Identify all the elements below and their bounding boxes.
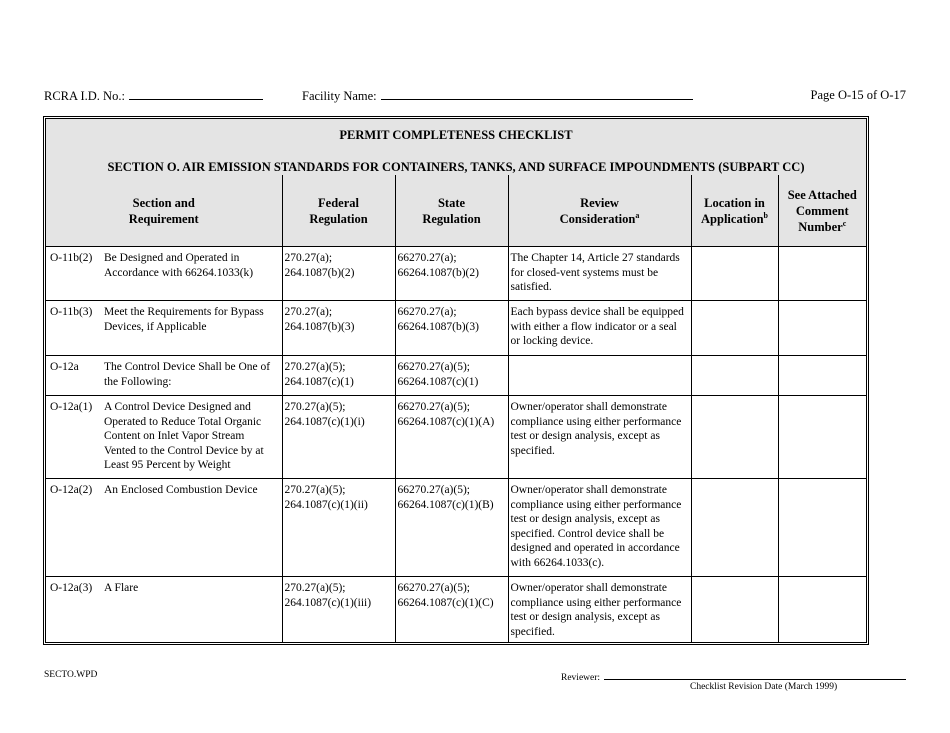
- state-reg-line1: 66270.27(a);: [397, 252, 457, 264]
- comment-cell[interactable]: [778, 301, 866, 356]
- review-header-line1: Review: [580, 195, 619, 210]
- comment-header-line2: Comment: [795, 203, 849, 218]
- federal-reg-line1: 270.27(a)(5);: [284, 484, 346, 496]
- table-row: [46, 479, 866, 577]
- requirement-text: An Enclosed Combustion Device: [104, 484, 258, 496]
- location-cell[interactable]: [691, 577, 778, 643]
- page-title: PERMIT COMPLETENESS CHECKLIST: [339, 128, 573, 142]
- requirement-id: O-12a(1): [50, 401, 93, 413]
- state-header-line2: Regulation: [422, 211, 481, 226]
- state-reg-line2: 66264.1087(c)(1)(A): [397, 415, 495, 428]
- column-header-location: [691, 175, 778, 247]
- revision-date: Checklist Revision Date (March 1999): [690, 682, 838, 692]
- federal-cell: [282, 356, 395, 396]
- federal-cell: [282, 577, 395, 643]
- federal-reg-line1: 270.27(a);: [284, 252, 333, 264]
- state-cell: [395, 396, 508, 479]
- review-cell: Owner/operator shall demonstrate compliance using either performance test or design analysis, except as specified.: [508, 577, 691, 643]
- federal-cell: [282, 479, 395, 577]
- table-row: [46, 301, 866, 356]
- review-cell: Each bypass device shall be equipped with either a flow indicator or a seal or locking device.: [508, 301, 691, 356]
- federal-reg-line2: 264.1087(b)(2): [284, 266, 355, 279]
- checklist-frame: [43, 116, 869, 645]
- checklist-table: [46, 175, 866, 643]
- federal-reg-line1: 270.27(a)(5);: [284, 361, 346, 373]
- federal-reg-line1: 270.27(a)(5);: [284, 582, 346, 594]
- table-row: [46, 577, 866, 643]
- location-cell[interactable]: [691, 479, 778, 577]
- requirement-text: Meet the Requirements for Bypass Devices, if Applicable: [104, 306, 264, 333]
- page-number: Page O-15 of O-17: [810, 88, 906, 102]
- location-header-line2: Application: [701, 211, 764, 226]
- location-cell[interactable]: [691, 247, 778, 301]
- state-cell: [395, 479, 508, 577]
- state-reg-line2: 66264.1087(c)(1)(B): [397, 498, 494, 511]
- rcra-id-field: [44, 88, 263, 104]
- file-name: SECTO.WPD: [44, 670, 98, 680]
- title-box: [46, 119, 866, 176]
- comment-cell[interactable]: [778, 356, 866, 396]
- comment-cell[interactable]: [778, 247, 866, 301]
- section-header-line1: Section and: [132, 195, 195, 210]
- column-header-federal: [282, 175, 395, 247]
- reviewer-label: Reviewer:: [561, 673, 601, 683]
- section-title: SECTION O. AIR EMISSION STANDARDS FOR CONTAINERS, TANKS, AND SURFACE IMPOUNDMENTS (SUBPART CC): [107, 160, 805, 174]
- column-header-row: [46, 175, 866, 247]
- location-header-line1: Location in: [704, 195, 765, 210]
- location-cell[interactable]: [691, 301, 778, 356]
- comment-cell[interactable]: [778, 577, 866, 643]
- column-header-comment: [778, 175, 866, 247]
- state-reg-line1: 66270.27(a)(5);: [397, 582, 470, 594]
- state-cell: [395, 577, 508, 643]
- federal-cell: [282, 301, 395, 356]
- federal-header-line1: Federal: [318, 195, 359, 210]
- state-cell: [395, 356, 508, 396]
- federal-reg-line2: 264.1087(c)(1)(iii): [284, 596, 372, 609]
- requirement-text: A Control Device Designed and Operated to Reduce Total Organic Content on Inlet Vapor Stream Vented to the Control Device by at Least 95 Percent by Weight: [104, 401, 264, 471]
- rcra-id-label: RCRA I.D. No.:: [44, 89, 125, 103]
- requirement-cell: [46, 577, 282, 643]
- comment-header-line3: Number: [798, 219, 843, 234]
- federal-reg-line1: 270.27(a)(5);: [284, 401, 346, 413]
- state-reg-line2: 66264.1087(c)(1)(C): [397, 596, 494, 609]
- state-reg-line2: 66264.1087(c)(1): [397, 375, 479, 388]
- requirement-id: O-11b(3): [50, 306, 93, 318]
- requirement-cell: [46, 396, 282, 479]
- column-header-state: [395, 175, 508, 247]
- comment-header-line1: See Attached: [787, 187, 857, 202]
- state-reg-line2: 66264.1087(b)(3): [397, 320, 479, 333]
- review-cell: [508, 356, 691, 396]
- requirement-cell: [46, 356, 282, 396]
- section-header-line2: Requirement: [128, 211, 199, 226]
- review-cell: Owner/operator shall demonstrate compliance using either performance test or design analysis, except as specified. Control device shall be designed and operated in accordance with 66264.1033(c).: [508, 479, 691, 577]
- state-reg-line1: 66270.27(a)(5);: [397, 484, 470, 496]
- federal-cell: [282, 396, 395, 479]
- table-row: [46, 356, 866, 396]
- requirement-id: O-12a(2): [50, 484, 93, 496]
- location-footnote-mark: b: [763, 210, 768, 220]
- location-cell[interactable]: [691, 356, 778, 396]
- state-reg-line1: 66270.27(a);: [397, 306, 457, 318]
- comment-cell[interactable]: [778, 479, 866, 577]
- reviewer-blank[interactable]: [604, 670, 906, 680]
- state-reg-line1: 66270.27(a)(5);: [397, 361, 470, 373]
- requirement-id: O-12a(3): [50, 582, 93, 594]
- facility-name-blank[interactable]: [381, 88, 693, 100]
- review-header-line2: Consideration: [559, 211, 636, 226]
- review-footnote-mark: a: [635, 210, 640, 220]
- review-cell: Owner/operator shall demonstrate compliance using either performance test or design analysis, except as specified.: [508, 396, 691, 479]
- federal-reg-line2: 264.1087(c)(1)(ii): [284, 498, 368, 511]
- requirement-cell: [46, 247, 282, 301]
- state-cell: [395, 301, 508, 356]
- state-reg-line2: 66264.1087(b)(2): [397, 266, 479, 279]
- federal-reg-line1: 270.27(a);: [284, 306, 333, 318]
- federal-reg-line2: 264.1087(b)(3): [284, 320, 355, 333]
- requirement-cell: [46, 301, 282, 356]
- column-header-review: [508, 175, 691, 247]
- state-cell: [395, 247, 508, 301]
- location-cell[interactable]: [691, 396, 778, 479]
- rcra-id-blank[interactable]: [129, 88, 263, 100]
- table-row: [46, 247, 866, 301]
- requirement-text: The Control Device Shall be One of the Following:: [104, 361, 271, 388]
- federal-reg-line2: 264.1087(c)(1)(i): [284, 415, 365, 428]
- requirement-cell: [46, 479, 282, 577]
- requirement-id: O-12a: [50, 361, 79, 373]
- column-header-section: [46, 175, 282, 247]
- state-header-line1: State: [437, 195, 466, 210]
- table-row: [46, 396, 866, 479]
- comment-cell[interactable]: [778, 396, 866, 479]
- facility-name-field: [302, 88, 693, 104]
- federal-reg-line2: 264.1087(c)(1): [284, 375, 354, 388]
- federal-header-line2: Regulation: [309, 211, 368, 226]
- comment-footnote-mark: c: [842, 218, 847, 228]
- federal-cell: [282, 247, 395, 301]
- review-cell: The Chapter 14, Article 27 standards for closed-vent systems must be satisfied.: [508, 247, 691, 301]
- requirement-text: A Flare: [104, 582, 139, 594]
- state-reg-line1: 66270.27(a)(5);: [397, 401, 470, 413]
- facility-name-label: Facility Name:: [302, 89, 377, 103]
- requirement-text: Be Designed and Operated in Accordance with 66264.1033(k): [104, 252, 254, 279]
- requirement-id: O-11b(2): [50, 252, 93, 264]
